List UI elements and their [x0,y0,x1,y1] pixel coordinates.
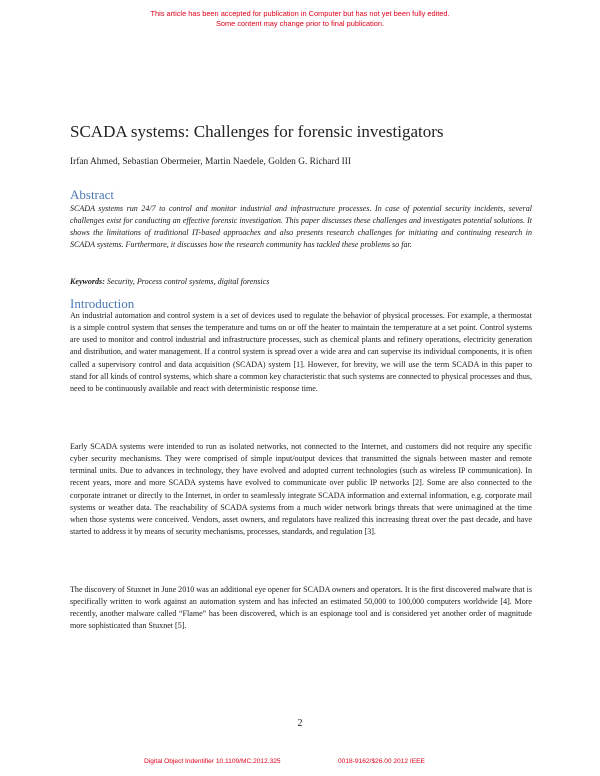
paper-title: SCADA systems: Challenges for forensic investigators [70,122,444,141]
page-number: 2 [297,718,303,729]
abstract-heading: Abstract [70,187,115,202]
keywords-text: Security, Process control systems, digital forensics [106,277,270,286]
abstract-text: SCADA systems run 24/7 to control and monitor industrial and infrastructure processes. In case of potential security incidents, several challenges exist for conducting an effective forensic investigation. This paper discusses these challenges and investigates potential solutions. It shows the limitations of traditional IT-based approaches and also presents research challenges for initiating and continuing research in SCADA systems. Furthermore, it discusses how the research community has tackled these problems so far. [70,204,532,250]
notice-line-2: Some content may change prior to final publication. [215,19,385,28]
notice-line-1: This article has been accepted for publication in Computer but has not yet been fully edited. [150,9,450,18]
introduction-heading: Introduction [70,296,135,311]
keywords-label: Keywords: [70,277,105,286]
footer-doi: Digital Object Indentifier 10.1109/MC.2012.325 [144,758,281,765]
footer-issn: 0018-9162/$26.00 2012 IEEE [338,758,425,765]
intro-paragraph-1: An industrial automation and control system is a set of devices used to regulate the behavior of physical processes. For example, a thermostat is a simple control system that senses the temperature and turns on or off the heater to maintain the temperature at a set point. Control systems are used to monitor and control industrial and infrastructure processes, such as chemical plants and refinery operations, electricity generation and distribution, and water management. If a control system is spread over a wide area and can supervise its individual components, it is often called a supervisory control and data acquisition (SCADA) system [1]. However, for brevity, we will use the term SCADA in this paper to stand for all kinds of control systems, which share a common key characteristic that such systems are connected to physical processes and thus, need to be continuously available and react with deterministic response time. [70,311,532,393]
paper-authors: Irfan Ahmed, Sebastian Obermeier, Martin Naedele, Golden G. Richard III [70,157,352,167]
intro-paragraph-2: Early SCADA systems were intended to run as isolated networks, not connected to the Internet, and customers did not require any specific cyber security mechanisms. They were comprised of simple input/output devices that transmitted the signals between master and remote terminal units. Due to advances in technology, they have evolved and adopted current technologies (such as wireless IP communication). In recent years, more and more SCADA systems have evolved to communicate over public IP networks [2]. Some are also connected to the corporate intranet or directly to the Internet, in order to seamlessly integrate SCADA information and external information, e.g. corporate mail systems or weather data. The reachability of SCADA systems from a much wider network brings threats that were unimagined at the time when those systems were conceived. Vendors, asset owners, and regulators have realized this increasing threat over the past decade, and have started to address it by means of security mechanisms, processes, standards, and regulation [3]. [70,442,532,537]
publication-notice [0,9,600,29]
intro-paragraph-3: The discovery of Stuxnet in June 2010 was an additional eye opener for SCADA owners and operators. It is the first discovered malware that is specifically written to work against an automation system and has infected an estimated 50,000 to 100,000 computers worldwide [4]. More recently, another malware called “Flame” has been discovered, which is an espionage tool and is considered yet another order of magnitude more sophisticated than Stuxnet [5]. [70,585,532,631]
keywords-line [70,276,532,288]
